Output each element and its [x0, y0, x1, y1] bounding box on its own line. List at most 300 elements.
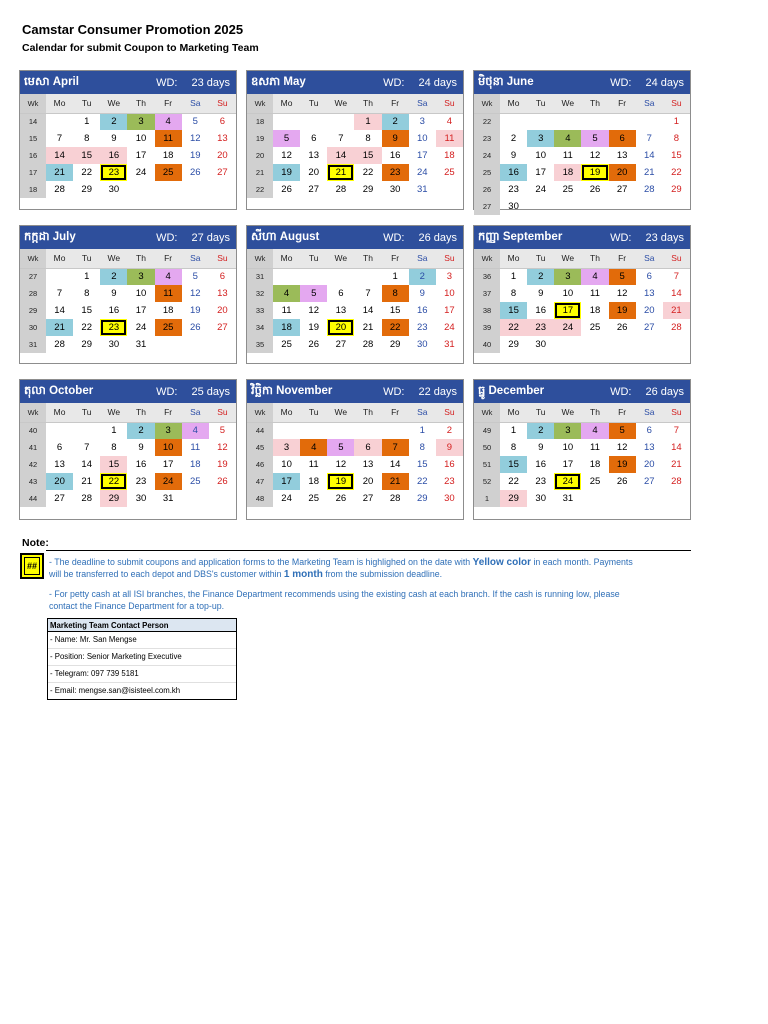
weekday-header: Su	[436, 403, 463, 422]
day-cell: 6	[646, 425, 652, 437]
wd-label: WD:	[610, 385, 632, 398]
weekday-header: Mo	[500, 403, 527, 422]
day-cell: 3	[527, 130, 554, 147]
day-cell: 11	[281, 305, 292, 316]
day-cell: 1	[354, 113, 381, 130]
day-cell: 30	[389, 184, 401, 195]
working-days	[610, 386, 684, 398]
day-cell: 18	[162, 150, 174, 161]
week-row	[474, 130, 690, 147]
day-cell: 31	[416, 184, 428, 195]
day-cell: 8	[111, 442, 117, 453]
day-cell: 14	[46, 147, 73, 164]
weekday-header: Th	[354, 94, 381, 113]
day-cell: 4	[273, 285, 300, 302]
weekday-header: Tu	[527, 94, 554, 113]
day-cell	[300, 113, 327, 130]
week-row	[247, 147, 463, 164]
weekday-header: Tu	[527, 403, 554, 422]
weekday-header: Tu	[300, 403, 327, 422]
weekday-header: Mo	[46, 249, 73, 268]
day-cell: 17	[135, 150, 147, 161]
note-line-3: - For petty cash at all ISI branches, the Finance Department recommends using the existing cash at each branch. If the cash is running low, please	[49, 589, 620, 599]
working-days	[610, 77, 684, 89]
week-number: 23	[474, 130, 500, 147]
weekday-header: Th	[581, 403, 608, 422]
day-cell: 13	[217, 288, 228, 299]
day-cell: 10	[135, 133, 147, 144]
month-calendar	[473, 70, 691, 210]
day-cell: 26	[281, 184, 292, 195]
day-cell: 5	[300, 285, 327, 302]
day-cell: 24	[135, 322, 147, 333]
day-cell: 22	[508, 476, 519, 487]
week-row	[474, 268, 690, 285]
week-number: 39	[474, 319, 500, 336]
month-table	[247, 403, 463, 507]
week-number: 18	[247, 113, 273, 130]
note-line-2-tail: from the submission deadline.	[322, 569, 443, 579]
day-cell: 13	[643, 442, 655, 453]
week-row	[20, 164, 236, 181]
day-cell	[636, 490, 663, 507]
day-cell: 27	[308, 184, 319, 195]
day-cell: 4	[155, 113, 182, 130]
working-days	[156, 386, 230, 398]
week-row	[20, 439, 236, 456]
day-cell: 4	[581, 422, 608, 439]
day-cell: 3	[554, 268, 581, 285]
week-number: 29	[20, 302, 46, 319]
day-cell: 27	[616, 184, 628, 195]
month-header	[20, 226, 236, 249]
day-cell: 21	[362, 322, 374, 333]
day-cell: 5	[609, 422, 636, 439]
day-cell: 9	[382, 130, 409, 147]
day-cell: 28	[335, 184, 347, 195]
day-cell: 15	[500, 456, 527, 473]
week-row	[247, 422, 463, 439]
day-cell: 3	[155, 422, 182, 439]
day-cell: 23	[535, 476, 546, 487]
working-days	[156, 77, 230, 89]
note-label: Note:	[22, 537, 49, 549]
day-cell: 31	[562, 493, 574, 504]
day-cell: 6	[56, 442, 63, 453]
day-cell: 3	[554, 422, 581, 439]
weekday-header: Fr	[155, 94, 182, 113]
document-title: Camstar Consumer Promotion 2025	[22, 22, 244, 37]
day-cell: 20	[308, 167, 319, 178]
day-cell: 17	[562, 459, 574, 470]
day-cell	[636, 113, 663, 130]
day-cell	[182, 181, 209, 198]
wd-value: 22 days	[418, 385, 457, 398]
day-cell: 4	[300, 439, 327, 456]
day-cell: 11	[308, 459, 319, 470]
day-cell: 12	[335, 459, 347, 470]
day-cell	[554, 113, 581, 130]
weekday-header: Fr	[155, 249, 182, 268]
wd-label: WD:	[383, 231, 405, 244]
day-cell: 25	[189, 476, 201, 487]
week-number: 15	[20, 130, 46, 147]
week-number: 32	[247, 285, 273, 302]
month-table	[474, 94, 690, 215]
week-number: 22	[247, 181, 273, 198]
day-cell: 22	[362, 167, 374, 178]
week-row	[474, 422, 690, 439]
weekday-header: Wk	[20, 403, 46, 422]
day-cell: 16	[135, 459, 147, 470]
day-cell: 4	[554, 130, 581, 147]
weekday-header: Sa	[636, 403, 663, 422]
wd-value: 24 days	[418, 76, 457, 89]
day-cell: 25	[308, 493, 319, 504]
month-table	[474, 249, 690, 353]
day-cell: 10	[562, 442, 574, 453]
day-cell: 15	[100, 456, 127, 473]
note-divider	[46, 550, 691, 551]
day-cell: 25	[444, 167, 455, 178]
day-cell: 6	[338, 288, 344, 299]
day-cell: 5	[327, 439, 354, 456]
day-cell: 19	[189, 150, 201, 161]
day-cell: 11	[590, 288, 600, 299]
month-name: មេសា April	[24, 76, 79, 88]
day-cell: 25	[155, 164, 182, 181]
day-cell: 15	[73, 147, 100, 164]
day-cell: 29	[362, 184, 374, 195]
weekday-header: Sa	[182, 403, 209, 422]
week-number: 14	[20, 113, 46, 130]
day-cell	[327, 268, 354, 285]
month-calendar	[19, 379, 237, 520]
day-cell: 3	[446, 271, 453, 283]
month-header	[247, 226, 463, 249]
month-name: មិថុនា June	[478, 76, 534, 88]
week-number: 33	[247, 302, 273, 319]
weekday-header: Wk	[474, 94, 500, 113]
week-number: 1	[474, 490, 500, 507]
week-row	[474, 113, 690, 130]
weekday-header: Tu	[300, 249, 327, 268]
day-cell: 22	[416, 476, 428, 487]
day-cell: 26	[189, 322, 201, 333]
weekday-header: Tu	[527, 249, 554, 268]
day-cell: 24	[554, 319, 581, 336]
note-line-1-text: - The deadline to submit coupons and application forms to the Marketing Team is highlighed on the date with	[49, 557, 473, 567]
day-cell: 31	[444, 339, 455, 350]
day-cell: 12	[217, 442, 228, 453]
week-number: 38	[474, 302, 500, 319]
day-cell: 16	[108, 305, 120, 316]
day-cell: 7	[365, 288, 371, 299]
day-cell: 3	[419, 116, 425, 128]
day-cell: 1	[84, 271, 90, 283]
day-cell: 12	[589, 150, 601, 161]
day-cell	[155, 336, 182, 353]
day-cell: 27	[217, 167, 228, 178]
weekday-header: Wk	[247, 94, 273, 113]
day-cell: 21	[327, 164, 354, 181]
week-row	[474, 198, 690, 215]
day-cell: 29	[671, 184, 682, 195]
day-cell: 7	[338, 133, 344, 144]
weekday-header: Wk	[247, 403, 273, 422]
day-cell: 13	[335, 305, 347, 316]
day-cell	[581, 336, 608, 353]
day-cell: 13	[616, 150, 628, 161]
weekday-header: Th	[127, 403, 154, 422]
working-days	[383, 386, 457, 398]
week-row	[247, 456, 463, 473]
day-cell	[500, 113, 527, 130]
day-cell: 12	[308, 305, 319, 316]
day-cell	[327, 422, 354, 439]
day-cell: 10	[535, 150, 546, 161]
week-number: 42	[20, 456, 46, 473]
day-cell: 24	[281, 493, 292, 504]
week-number: 31	[247, 268, 273, 285]
day-cell	[127, 181, 154, 198]
week-number: 44	[20, 490, 46, 507]
wd-value: 23 days	[645, 231, 684, 244]
day-cell: 21	[81, 476, 92, 487]
week-row	[247, 490, 463, 507]
month-header	[20, 71, 236, 94]
day-cell	[209, 490, 236, 507]
day-cell: 12	[189, 288, 201, 299]
day-cell	[155, 181, 182, 198]
day-cell: 11	[155, 285, 182, 302]
weekday-header: Th	[127, 94, 154, 113]
day-cell: 17	[162, 459, 174, 470]
weekday-header: We	[554, 249, 581, 268]
weekday-header: Su	[209, 249, 236, 268]
day-cell: 21	[663, 302, 690, 319]
day-cell: 25	[562, 184, 574, 195]
week-number: 49	[474, 422, 500, 439]
month-header	[247, 71, 463, 94]
day-cell: 22	[81, 322, 92, 333]
week-number: 17	[20, 164, 46, 181]
day-cell	[354, 422, 381, 439]
day-cell: 24	[554, 473, 581, 490]
day-cell: 15	[671, 150, 682, 161]
day-cell: 5	[192, 116, 198, 128]
week-number: 41	[20, 439, 46, 456]
day-cell: 23	[100, 164, 127, 181]
weekday-header: Sa	[636, 249, 663, 268]
day-cell: 1	[111, 425, 117, 437]
day-cell: 5	[273, 130, 300, 147]
week-row	[474, 490, 690, 507]
week-number: 46	[247, 456, 273, 473]
day-cell: 20	[46, 473, 73, 490]
day-cell: 11	[190, 442, 201, 453]
day-cell: 14	[643, 150, 655, 161]
day-cell	[581, 490, 608, 507]
day-cell: 28	[362, 339, 374, 350]
day-cell: 12	[616, 442, 628, 453]
working-days	[383, 232, 457, 244]
week-row	[247, 319, 463, 336]
month-calendar	[473, 225, 691, 364]
weekday-header: We	[327, 249, 354, 268]
day-cell	[609, 336, 636, 353]
weekday-header: We	[554, 94, 581, 113]
day-cell: 26	[308, 339, 319, 350]
week-number: 52	[474, 473, 500, 490]
day-cell: 29	[81, 339, 92, 350]
day-cell: 29	[416, 493, 428, 504]
day-cell: 27	[643, 476, 655, 487]
day-cell: 6	[609, 130, 636, 147]
month-table	[247, 94, 463, 198]
working-days	[610, 232, 684, 244]
week-row	[474, 164, 690, 181]
day-cell: 19	[189, 305, 201, 316]
day-cell: 18	[589, 459, 601, 470]
week-row	[474, 181, 690, 198]
day-cell: 2	[382, 113, 409, 130]
day-cell: 6	[354, 439, 381, 456]
weekday-header: Fr	[382, 249, 409, 268]
day-cell: 19	[308, 322, 319, 333]
week-number: 25	[474, 164, 500, 181]
day-cell: 9	[538, 288, 544, 299]
week-row	[474, 439, 690, 456]
day-cell: 13	[308, 150, 319, 161]
wd-label: WD:	[156, 76, 178, 89]
weekday-header: Su	[209, 94, 236, 113]
day-cell: 17	[416, 150, 428, 161]
day-cell: 26	[616, 322, 628, 333]
day-cell: 7	[56, 133, 63, 144]
day-cell: 20	[643, 459, 655, 470]
day-cell	[46, 422, 73, 439]
week-row	[247, 130, 463, 147]
day-cell	[581, 113, 608, 130]
month-name: កញ្ញា September	[478, 231, 563, 243]
day-cell: 3	[127, 268, 154, 285]
day-cell: 27	[643, 322, 655, 333]
day-cell: 18	[273, 319, 300, 336]
month-header	[474, 380, 690, 403]
wd-label: WD:	[610, 76, 632, 89]
day-cell: 22	[100, 473, 127, 490]
day-cell: 8	[673, 133, 680, 144]
weekday-header: Mo	[273, 94, 300, 113]
day-cell	[182, 490, 209, 507]
day-cell: 19	[609, 302, 636, 319]
week-number: 19	[247, 130, 273, 147]
day-cell	[209, 336, 236, 353]
week-number: 44	[247, 422, 273, 439]
day-cell: 16	[100, 147, 127, 164]
day-cell	[663, 198, 690, 215]
month-table	[474, 403, 690, 507]
day-cell: 26	[335, 493, 347, 504]
day-cell	[46, 268, 73, 285]
day-cell: 17	[135, 305, 147, 316]
day-cell	[327, 113, 354, 130]
wd-label: WD:	[156, 231, 178, 244]
day-cell: 2	[127, 422, 154, 439]
day-cell: 24	[535, 184, 546, 195]
day-cell: 7	[673, 271, 680, 283]
week-number: 51	[474, 456, 500, 473]
day-cell: 18	[189, 459, 201, 470]
week-row	[20, 319, 236, 336]
week-number: 47	[247, 473, 273, 490]
day-cell: 28	[643, 184, 655, 195]
day-cell: 5	[609, 268, 636, 285]
contact-email[interactable]: - Email: mengse.san@isisteel.com.kh	[50, 686, 181, 695]
day-cell: 17	[444, 305, 455, 316]
month-name: សីហា August	[251, 231, 320, 243]
day-cell: 9	[138, 442, 144, 453]
week-row	[247, 473, 463, 490]
day-cell: 20	[609, 164, 636, 181]
weekday-header: Fr	[609, 94, 636, 113]
week-row	[247, 268, 463, 285]
day-cell: 9	[419, 288, 425, 299]
weekday-header: We	[327, 403, 354, 422]
day-cell: 13	[54, 459, 65, 470]
week-number: 36	[474, 268, 500, 285]
day-cell: 25	[281, 339, 292, 350]
week-row	[247, 285, 463, 302]
week-row	[474, 147, 690, 164]
day-cell: 9	[510, 150, 517, 161]
day-cell: 30	[535, 493, 546, 504]
month-name: កក្កដា July	[24, 231, 76, 243]
weekday-header: Mo	[46, 403, 73, 422]
day-cell: 2	[409, 268, 436, 285]
weekday-header: Su	[436, 94, 463, 113]
week-number: 26	[474, 181, 500, 198]
week-row	[247, 181, 463, 198]
day-cell: 4	[446, 116, 453, 128]
weekday-header: Mo	[273, 403, 300, 422]
week-number: 24	[474, 147, 500, 164]
day-cell: 22	[81, 167, 92, 178]
day-cell: 17	[535, 167, 546, 178]
day-cell: 21	[382, 473, 409, 490]
month-table	[247, 249, 463, 353]
day-cell: 12	[281, 150, 292, 161]
day-cell: 9	[436, 439, 463, 456]
week-row	[474, 456, 690, 473]
week-number: 45	[247, 439, 273, 456]
week-row	[20, 422, 236, 439]
week-row	[474, 336, 690, 353]
day-cell: 1	[673, 116, 680, 128]
month-table	[20, 94, 236, 198]
day-cell: 26	[217, 476, 228, 487]
day-cell: 27	[217, 322, 228, 333]
day-cell	[273, 268, 300, 285]
month-header	[20, 380, 236, 403]
day-cell: 5	[219, 425, 226, 437]
day-cell: 16	[416, 305, 428, 316]
day-cell	[436, 181, 463, 198]
day-cell	[209, 181, 236, 198]
month-calendar	[246, 70, 464, 210]
day-cell: 20	[217, 150, 228, 161]
